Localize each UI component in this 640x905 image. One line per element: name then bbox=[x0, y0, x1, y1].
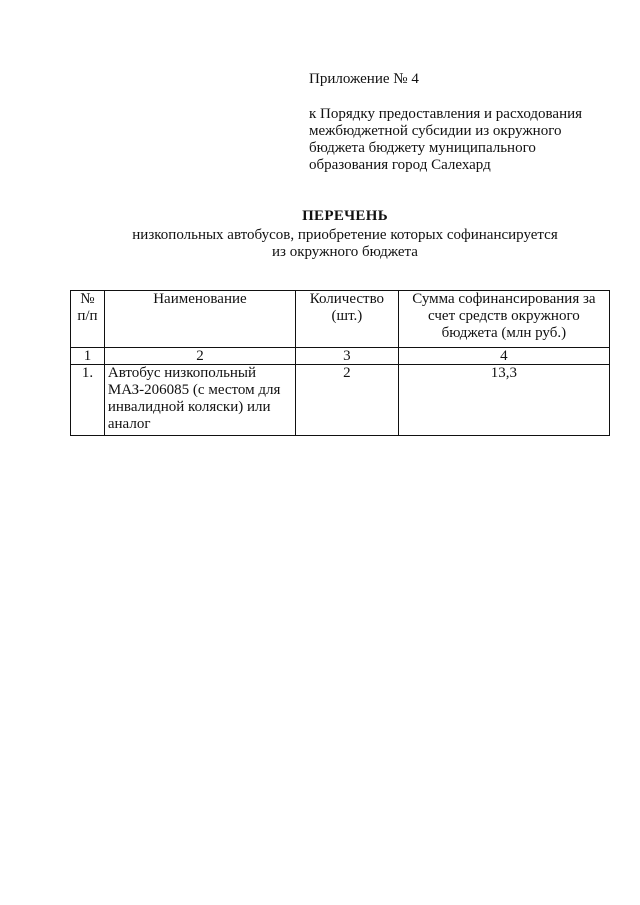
column-number: 4 bbox=[398, 348, 609, 365]
header-number: № п/п bbox=[71, 291, 105, 348]
appendix-reference-line: межбюджетной субсидии из окружного bbox=[309, 123, 562, 139]
header-quantity: Количество (шт.) bbox=[296, 291, 399, 348]
row-amount: 13,3 bbox=[398, 365, 609, 436]
appendix-title: Приложение № 4 bbox=[309, 71, 419, 87]
list-subtitle bbox=[0, 227, 640, 261]
appendix-reference-line: образования город Салехард bbox=[309, 157, 491, 173]
list-subtitle-line: из окружного бюджета bbox=[272, 244, 418, 260]
list-heading: ПЕРЕЧЕНЬ bbox=[302, 208, 388, 224]
column-number: 2 bbox=[104, 348, 295, 365]
column-number: 3 bbox=[296, 348, 399, 365]
list-subtitle-line: низкопольных автобусов, приобретение которых софинансируется bbox=[132, 227, 558, 243]
row-number: 1. bbox=[71, 365, 105, 436]
column-number-row bbox=[71, 348, 610, 365]
row-quantity: 2 bbox=[296, 365, 399, 436]
bus-list-table bbox=[70, 290, 610, 436]
column-number: 1 bbox=[71, 348, 105, 365]
appendix-reference-line: бюджета бюджету муниципального bbox=[309, 140, 536, 156]
table-header-row bbox=[71, 291, 610, 348]
row-name: Автобус низкопольный МАЗ-206085 (с местом для инвалидной коляски) или аналог bbox=[104, 365, 295, 436]
header-amount: Сумма софинансирования за счет средств окружного бюджета (млн руб.) bbox=[398, 291, 609, 348]
header-name: Наименование bbox=[104, 291, 295, 348]
appendix-reference-line: к Порядку предоставления и расходования bbox=[309, 106, 583, 122]
table-row bbox=[71, 365, 610, 436]
appendix-reference bbox=[309, 106, 582, 174]
